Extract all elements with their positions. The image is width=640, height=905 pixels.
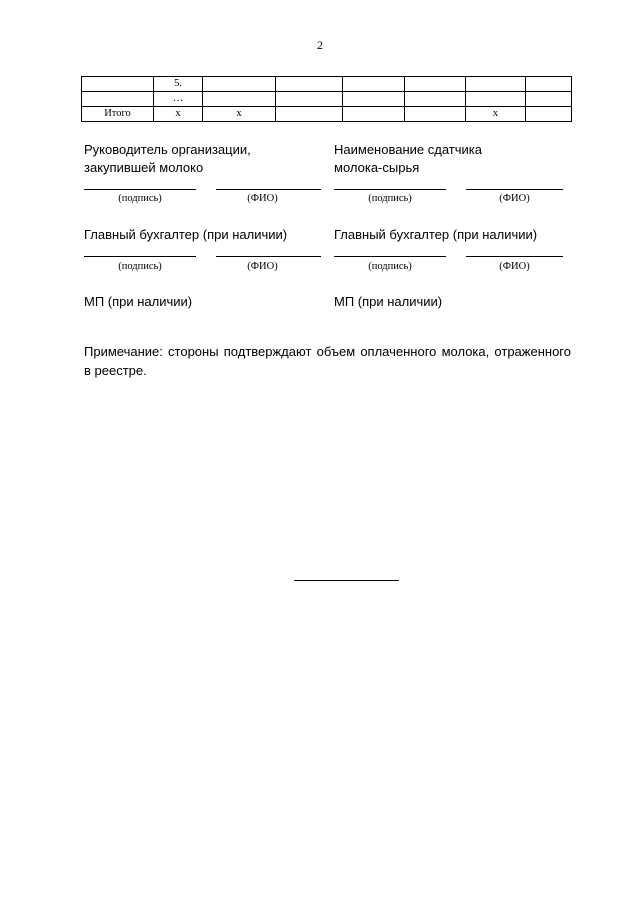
table-cell [82,92,154,107]
table-cell [343,92,405,107]
buyer-accountant-name-caption: (ФИО) [247,261,278,272]
table-cell [276,92,343,107]
seller-heading-line2: молока-сырья [334,160,420,175]
page-number: 2 [317,38,323,52]
table-cell [405,92,466,107]
table-row [82,107,572,122]
seller-seal: МП (при наличии) [334,294,443,309]
seller-chief-accountant: Главный бухгалтер (при наличии) [334,227,538,242]
seller-signature-caption: (подпись) [368,193,412,204]
table-cell [276,107,343,122]
table-cell: х [466,107,526,122]
buyer-heading-line2: закупившей молоко [84,160,204,175]
seller-accountant-signature-caption: (подпись) [368,261,412,272]
seller-name-caption: (ФИО) [499,193,530,204]
table-cell [203,77,276,92]
table-cell [526,107,572,122]
table-cell: Итого [82,107,154,122]
end-of-document-line [294,580,399,581]
table-cell [276,77,343,92]
buyer-accountant-name-line [216,256,321,257]
table-cell [82,77,154,92]
registry-table-fragment [81,76,572,122]
buyer-head-name-line [216,189,321,190]
table-cell: х [154,107,203,122]
seller-accountant-name-line [466,256,563,257]
buyer-accountant-signature-line [84,256,196,257]
seller-heading-line1: Наименование сдатчика [334,142,482,157]
buyer-head-signature-caption: (подпись) [118,193,162,204]
seller-name-line [466,189,563,190]
seller-accountant-name-caption: (ФИО) [499,261,530,272]
table-cell [343,77,405,92]
table-cell [343,107,405,122]
table-cell [466,77,526,92]
table-cell [203,92,276,107]
table-cell [405,107,466,122]
buyer-heading-line1: Руководитель организации, [84,142,251,157]
buyer-heading [84,141,251,177]
seller-heading [334,141,482,177]
table-cell [526,92,572,107]
buyer-accountant-signature-caption: (подпись) [118,261,162,272]
buyer-seal: МП (при наличии) [84,294,193,309]
table-cell [405,77,466,92]
seller-signature-line [334,189,446,190]
table-cell [466,92,526,107]
table-cell: 5. [154,77,203,92]
table-cell: х [203,107,276,122]
buyer-head-name-caption: (ФИО) [247,193,278,204]
table-row [82,92,572,107]
seller-accountant-signature-line [334,256,446,257]
buyer-head-signature-line [84,189,196,190]
table-row [82,77,572,92]
table-cell: … [154,92,203,107]
note-text: Примечание: стороны подтверждают объем оплаченного молока, отраженного в реестре. [84,344,571,378]
buyer-chief-accountant: Главный бухгалтер (при наличии) [84,227,288,242]
table-cell [526,77,572,92]
